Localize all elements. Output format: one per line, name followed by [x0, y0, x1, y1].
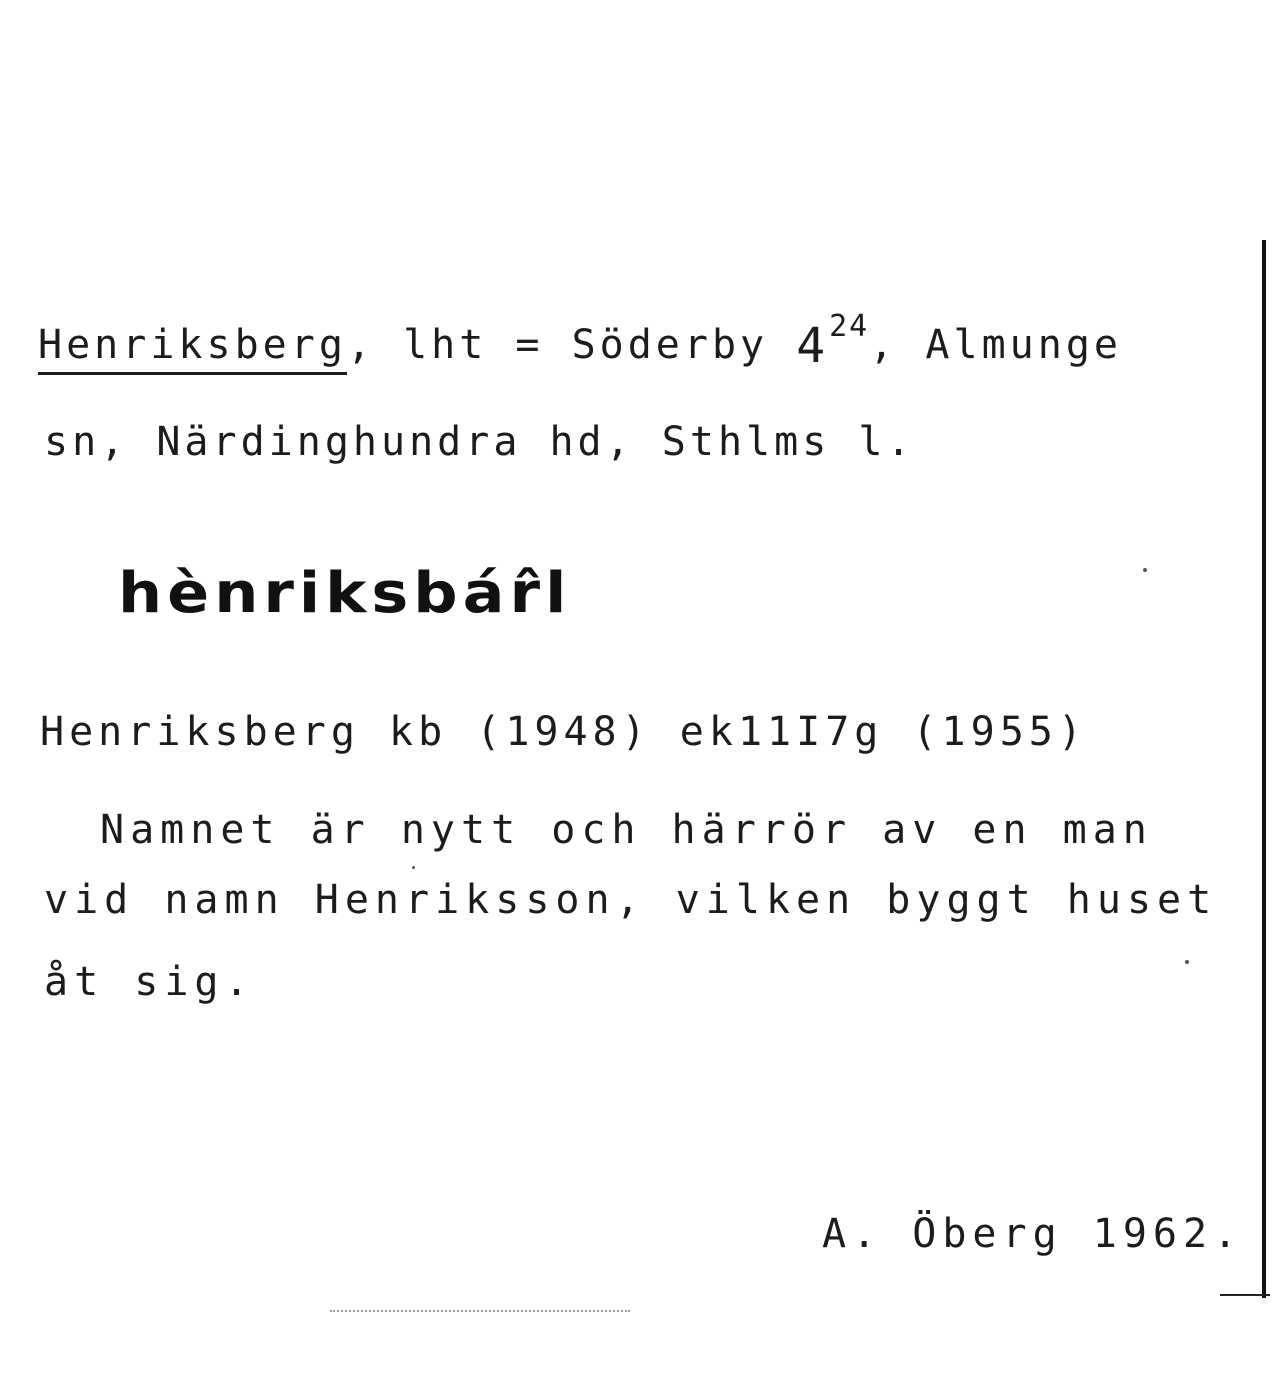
note-line-3: åt sig. — [44, 959, 255, 1005]
sources-line: Henriksberg kb (1948) ek11I7g (1955) — [40, 709, 1087, 755]
scan-speck — [412, 866, 415, 869]
entry-headword: Henriksberg — [38, 322, 347, 375]
handwritten-pronunciation: hènriksbár̂l — [118, 560, 572, 626]
note-line-1: Namnet är nytt och härrör av en man — [100, 807, 1153, 853]
parish-name: , Almunge — [869, 322, 1122, 368]
signature: A. Öberg 1962. — [822, 1211, 1244, 1257]
scan-speck — [1143, 568, 1147, 572]
entry-line-2: sn, Närdinghundra hd, Sthlms l. — [44, 419, 915, 465]
note-line-2: vid namn Henriksson, vilken byggt huset — [44, 877, 1218, 923]
card-bottom-edge — [1220, 1294, 1270, 1296]
scan-speck — [1185, 960, 1189, 964]
entry-type-and-location: , lht = Söderby — [346, 322, 797, 368]
map-reference-main: 4 — [796, 318, 830, 374]
card-right-edge — [1262, 240, 1266, 1298]
scan-artifact-line — [330, 1310, 630, 1312]
map-reference-superscript: 24 — [829, 309, 870, 344]
entry-line-1 — [38, 309, 1122, 374]
